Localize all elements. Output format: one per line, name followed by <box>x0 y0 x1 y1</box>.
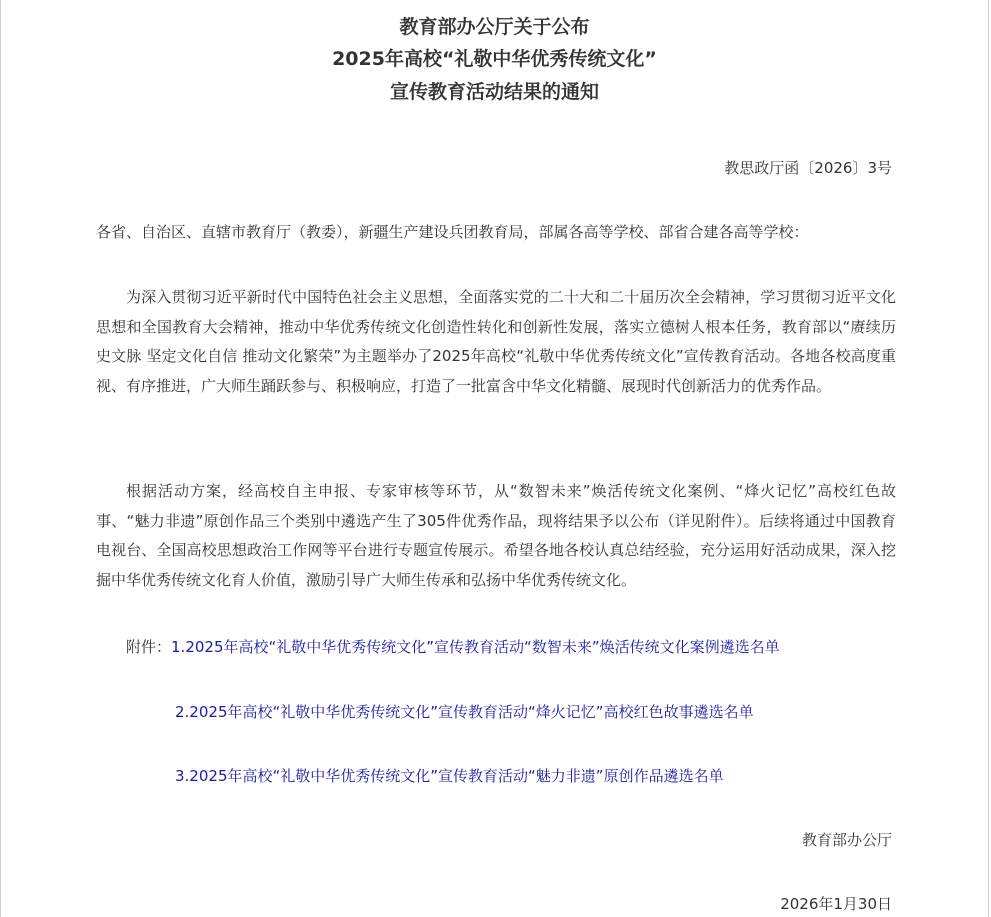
body-paragraph-1: 为深入贯彻习近平新时代中国特色社会主义思想，全面落实党的二十大和二十届历次全会精神，学习贯彻习近平文化思想和全国教育大会精神，推动中华优秀传统文化创造性转化和创新性发展，落实立德树人根本任务，教育部以“赓续历史文脉 坚定文化自信 推动文化繁荣”为主题举办了2025年高校“礼敬中华优秀传统文化”宣传教育活动。各地各校高度重视、有序推进，广大师生踊跃参与、积极响应，打造了一批富含中华文化精髓、展现时代创新活力的优秀作品。 <box>96 288 896 395</box>
document-number: 教思政厅函〔2026〕3号 <box>724 159 892 177</box>
attachment-row-3 <box>175 765 724 787</box>
attachment-label: 附件： <box>126 638 172 656</box>
page-title-line-2: 2025年高校“礼敬中华优秀传统文化” <box>332 48 657 70</box>
attachment-link-2[interactable]: 2.2025年高校“礼敬中华优秀传统文化”宣传教育活动“烽火记忆”高校红色故事遴选名单 <box>175 703 754 721</box>
body-paragraph-2: 根据活动方案，经高校自主申报、专家审核等环节，从“数智未来”焕活传统文化案例、“烽火记忆”高校红色故事、“魅力非遗”原创作品三个类别中遴选产生了305件优秀作品，现将结果予以公布（详见附件）。后续将通过中国教育电视台、全国高校思想政治工作网等平台进行专题宣传展示。希望各地各校认真总结经验，充分运用好活动成果，深入挖掘中华优秀传统文化育人价值，激励引导广大师生传承和弘扬中华优秀传统文化。 <box>96 482 896 589</box>
attachment-row-2 <box>175 701 754 723</box>
attachment-link-3[interactable]: 3.2025年高校“礼敬中华优秀传统文化”宣传教育活动“魅力非遗”原创作品遴选名单 <box>175 767 724 785</box>
issuer-signature: 教育部办公厅 <box>801 831 892 849</box>
page-title-line-3: 宣传教育活动结果的通知 <box>389 81 599 103</box>
attachment-row-1 <box>126 636 780 658</box>
issue-date: 2026年1月30日 <box>780 895 892 913</box>
attachment-link-1[interactable]: 1.2025年高校“礼敬中华优秀传统文化”宣传教育活动“数智未来”焕活传统文化案例遴选名单 <box>171 638 780 656</box>
page-title-line-1: 教育部办公厅关于公布 <box>399 16 590 38</box>
recipients-line: 各省、自治区、直辖市教育厅（教委），新疆生产建设兵团教育局，部属各高等学校、部省合建各高等学校： <box>96 223 809 241</box>
